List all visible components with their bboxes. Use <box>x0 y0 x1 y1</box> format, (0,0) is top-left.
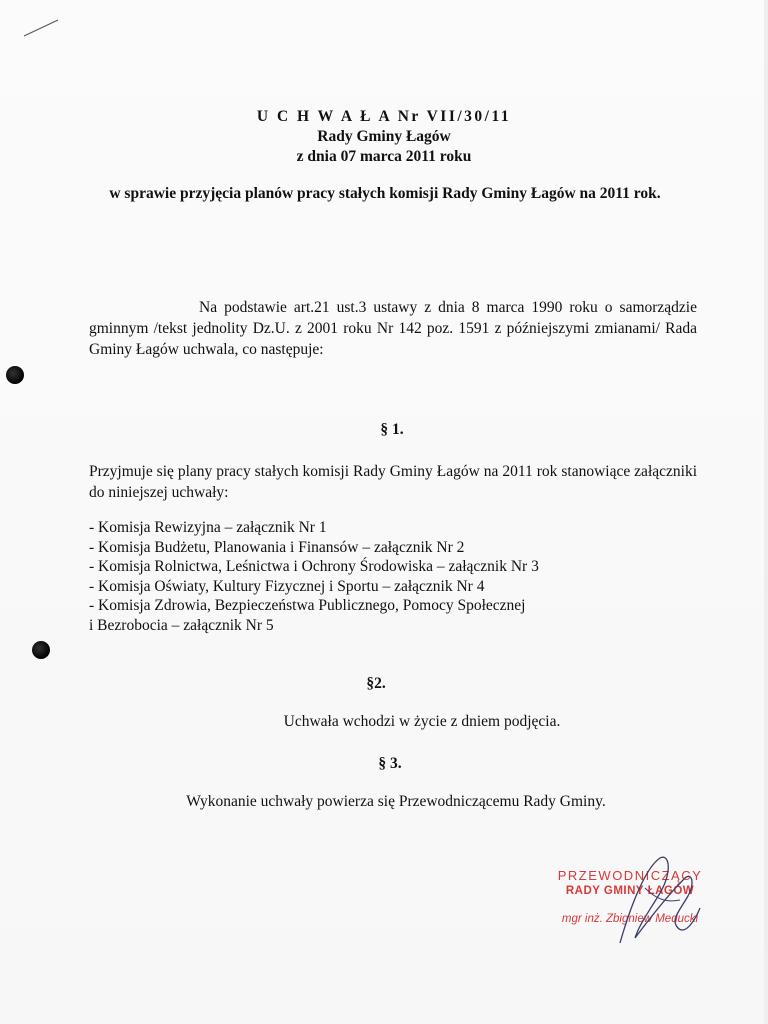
resolution-date: z dnia 07 marca 2011 roku <box>296 148 472 165</box>
punch-hole <box>6 366 24 384</box>
committee-list <box>89 518 697 635</box>
section-1-text: Przyjmuje się plany pracy stałych komisji Rady Gminy Łagów na 2011 rok stanowiące załączniki do niniejszej uchwały: <box>89 463 697 501</box>
resolution-issuer: Rady Gminy Łagów <box>317 128 451 145</box>
stamp-council: RADY GMINY ŁAGÓW <box>565 885 695 897</box>
section-3-sign: § 3. <box>378 755 402 772</box>
resolution-title: U C H W A Ł A Nr VII/30/11 <box>256 108 512 125</box>
resolution-preamble: Na podstawie art.21 ust.3 ustawy z dnia 8 marca 1990 roku o samorządzie gminnym /tekst jednolity Dz.U. z 2001 roku Nr 142 poz. 1591 z późniejszymi zmianami/ Rada Gminy Łagów uchwala, co następuje: <box>89 299 697 358</box>
section-1-sign: § 1. <box>380 421 404 438</box>
punch-hole <box>32 641 50 659</box>
committee-item: - Komisja Rewizyjna – załącznik Nr 1 <box>89 519 327 536</box>
committee-item: - Komisja Rolnictwa, Leśnictwa i Ochrony Środowiska – załącznik Nr 3 <box>89 558 539 575</box>
resolution-header <box>0 107 768 167</box>
stamp-name: mgr inż. Zbigniew Meducki <box>561 913 699 925</box>
resolution-subject: w sprawie przyjęcia planów pracy stałych komisji Rady Gminy Łagów na 2011 rok. <box>109 185 661 202</box>
section-2-sign: §2. <box>366 675 386 692</box>
committee-item: - Komisja Zdrowia, Bezpieczeństwa Publicznego, Pomocy Społecznej <box>89 597 526 614</box>
stamp-title: PRZEWODNICZĄCY <box>557 868 703 883</box>
committee-item: - Komisja Oświaty, Kultury Fizycznej i Sportu – załącznik Nr 4 <box>89 577 485 595</box>
corner-scratch-mark <box>22 14 62 40</box>
chairman-stamp <box>520 868 740 926</box>
committee-item: - Komisja Budżetu, Planowania i Finansów – załącznik Nr 2 <box>89 538 465 556</box>
committee-item: i Bezrobocia – załącznik Nr 5 <box>89 616 274 634</box>
section-3-text: Wykonanie uchwały powierza się Przewodniczącemu Rady Gminy. <box>186 793 606 810</box>
section-2-text: Uchwała wchodzi w życie z dniem podjęcia. <box>283 713 561 730</box>
